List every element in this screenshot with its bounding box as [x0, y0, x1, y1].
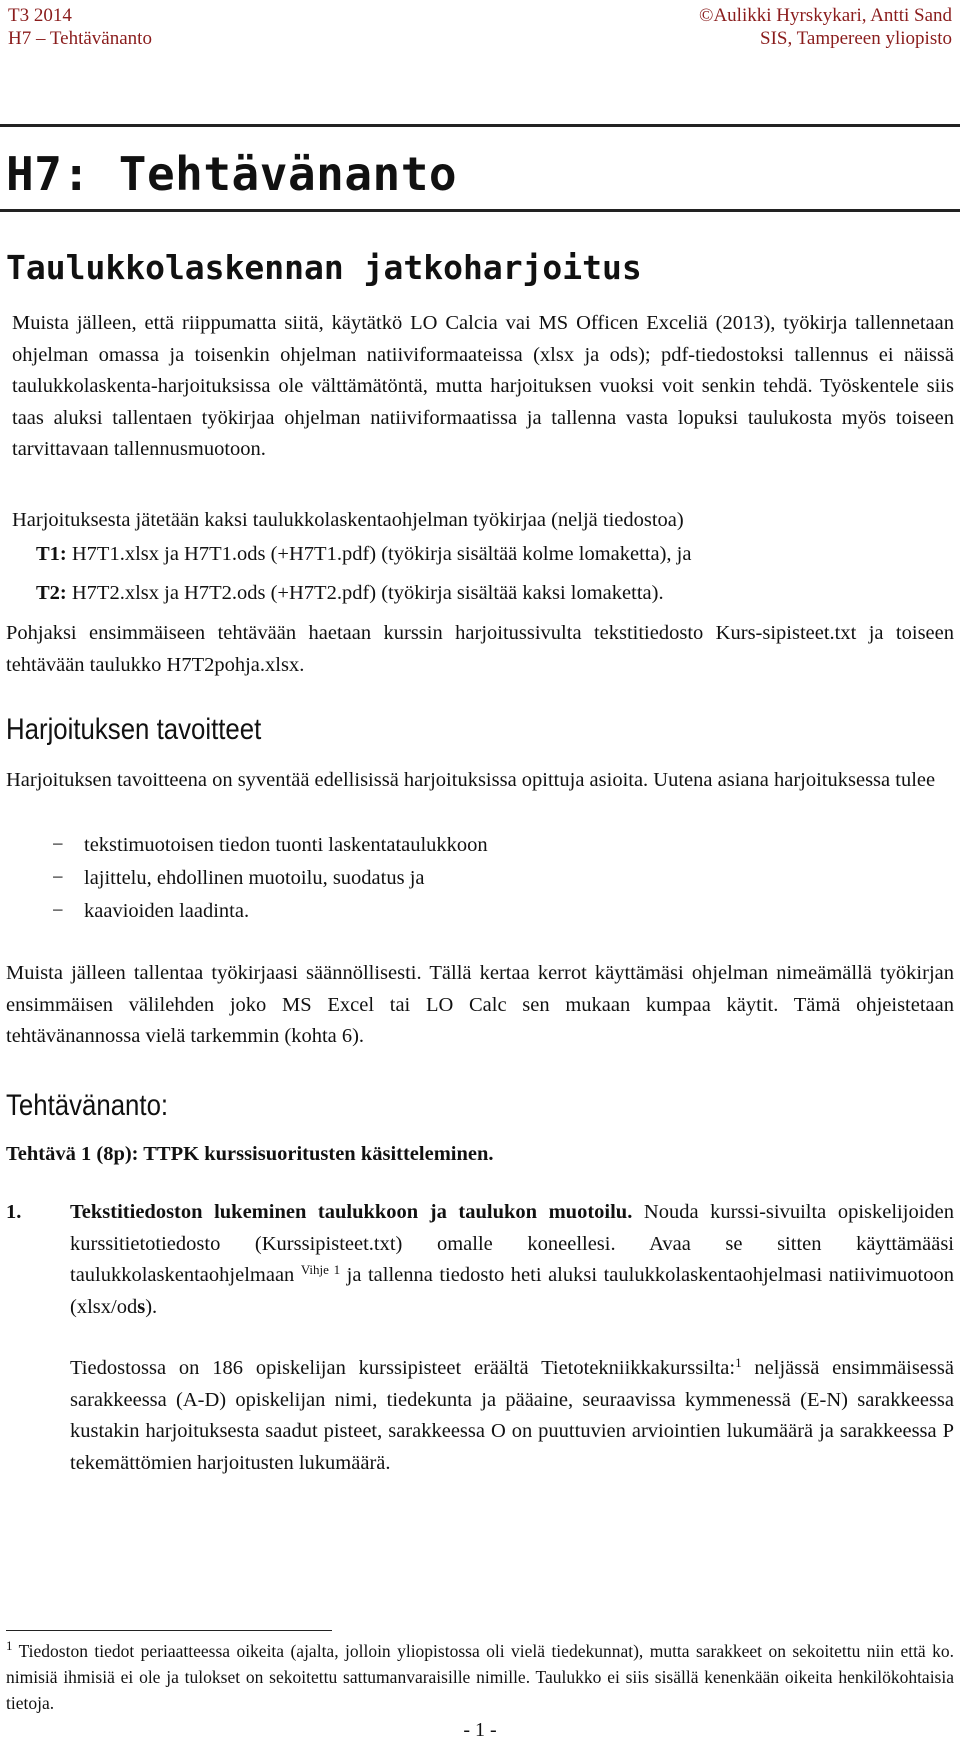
- step-number: 1.: [6, 1201, 22, 1223]
- footnote-ref-1[interactable]: 1: [735, 1355, 742, 1370]
- step-1-paragraph: [70, 1197, 954, 1323]
- deliverable-t1: [36, 539, 691, 570]
- goals-paragraph: Harjoituksen tavoitteena on syventää edellisissä harjoituksissa opittuja asioita. Uutena asiana harjoituksessa tulee: [6, 769, 936, 791]
- intro-deliverables-text: Harjoituksesta jätetään kaksi taulukkolaskentaohjelman työkirjaa (neljä tiedostoa): [12, 509, 684, 531]
- header-authors: ©Aulikki Hyrskykari, Antti Sand: [699, 5, 952, 26]
- intro-paragraph: Muista jälleen, että riippumatta siitä, käytätkö LO Calcia vai MS Officen Exceliä (2013), työkirja tallennetaan ohjelman omassa ja toisenkin ohjelman natiiviformaateissa (xlsx ja ods); pdf-tiedostoksi tallennus ei näissä taulukkolaskenta-harjoituksissa ole välttämätöntä, mutta harjoituksen vuoksi voit senkin tehdä. Työskentele siis taas aluksi tallentaen työkirjaa ohjelman natiiviformaatissa ja tallenna vasta lopuksi taulukosta myös toiseen tarvittavaan tallennusmuotoon.: [12, 312, 954, 460]
- goals-list-item: [52, 830, 488, 861]
- header-institution: SIS, Tampereen yliopisto: [760, 28, 952, 49]
- bullet-dash: −: [52, 867, 64, 889]
- deliverable-label: T1:: [36, 543, 67, 565]
- page-number: - 1 -: [463, 1719, 497, 1741]
- deliverable-label: T2:: [36, 582, 67, 604]
- bullet-dash: −: [52, 834, 64, 856]
- footnote-text: Tiedoston tiedot periaatteessa oikeita (ajalta, jolloin yliopistossa oli vielä tiedekunnat), mutta sarakkeet on sekoitettu niin että ko. nimisiä ihmisiä ei ole ja tulokset on sekoitettu sattumanvaraisille nimille. Taulukko ei siis sisällä kenenkään oikeita henkilökohtaisia tietoja.: [6, 1641, 954, 1713]
- assignment-heading: Tehtävänanto:: [6, 1089, 169, 1122]
- deliverable-t2: [36, 578, 664, 609]
- task-1-title: Tehtävä 1 (8p): TTPK kurssisuoritusten käsitteleminen.: [6, 1143, 494, 1165]
- goals-list-item: [52, 863, 424, 894]
- goals-item-text: kaavioiden laadinta.: [84, 900, 250, 922]
- footnote-rule: [6, 1630, 332, 1631]
- footnote-mark: 1: [6, 1638, 13, 1653]
- goals-list-item: [52, 896, 249, 927]
- header-doc-title: H7 – Tehtävänanto: [8, 28, 152, 49]
- header-course: T3 2014: [8, 5, 72, 26]
- footnote-1: [6, 1638, 954, 1716]
- bullet-dash: −: [52, 900, 64, 922]
- save-reminder-paragraph: Muista jälleen tallentaa työkirjaasi säännöllisesti. Tällä kertaa kerrot käyttämäsi ohjelman nimeämällä työkirjan ensimmäisen välilehden joko MS Excel tai LO Calc sen mukaan kumpaa käytit. Tämä ohjeistetaan tehtävänannossa vielä tarkemmin (kohta 6).: [6, 962, 954, 1047]
- step-1-data-description: [70, 1353, 954, 1479]
- title-rule-top: [0, 124, 960, 127]
- base-files-paragraph: Pohjaksi ensimmäiseen tehtävään haetaan kurssin harjoitussivulta tekstitiedosto Kurs-sipisteet.txt ja toiseen tehtävään taulukko H7T2pohja.xlsx.: [6, 622, 954, 676]
- page-title: H7: Tehtävänanto: [6, 147, 458, 201]
- goals-heading: Harjoituksen tavoitteet: [6, 713, 262, 746]
- step-1-text: ).: [145, 1295, 158, 1318]
- step-1-bold-s: s: [137, 1295, 146, 1318]
- goals-item-text: lajittelu, ehdollinen muotoilu, suodatus ja: [84, 867, 425, 889]
- data-description-text: Tiedostossa on 186 opiskelijan kurssipisteet eräältä Tietotekniikkakurssilta:: [70, 1357, 736, 1379]
- step-1-title: Tekstitiedoston lukeminen taulukkoon ja taulukon muotoilu.: [70, 1201, 633, 1223]
- goals-item-text: tekstimuotoisen tiedon tuonti laskentataulukkoon: [84, 834, 488, 856]
- page-subtitle: Taulukkolaskennan jatkoharjoitus: [6, 248, 642, 287]
- data-description-text: neljässä ensimmäisessä sarakkeessa (A-D) opiskelijan nimi, tiedekunta ja pääaine, seuraavissa kymmenessä (E-N) sarakkeessa kustakin harjoituksesta saadut pisteet, sarakkeessa O on puuttuvien arviointien lukumäärä ja sarakkeessa P tekemättömien harjoitusten lukumäärä.: [70, 1357, 954, 1474]
- deliverable-text: H7T2.xlsx ja H7T2.ods (+H7T2.pdf) (työkirja sisältää kaksi lomaketta).: [71, 582, 664, 604]
- step-1-text: Nouda kurssi-sivuilta opiskelijoiden kurssitietotiedosto (Kurssipisteet.txt) omalle koneellesi. Avaa se sitten käyttämääsi taulukkolaskentaohjelmaan: [70, 1201, 954, 1286]
- step-1-text: ja tallenna tiedosto heti aluksi taulukkolaskentaohjelmasi natiivimuotoon (xlsx/od: [70, 1264, 954, 1318]
- hint-1-link[interactable]: Vihje 1: [300, 1262, 341, 1277]
- title-rule-bottom: [0, 209, 960, 212]
- deliverable-text: H7T1.xlsx ja H7T1.ods (+H7T1.pdf) (työkirja sisältää kolme lomaketta), ja: [71, 543, 692, 565]
